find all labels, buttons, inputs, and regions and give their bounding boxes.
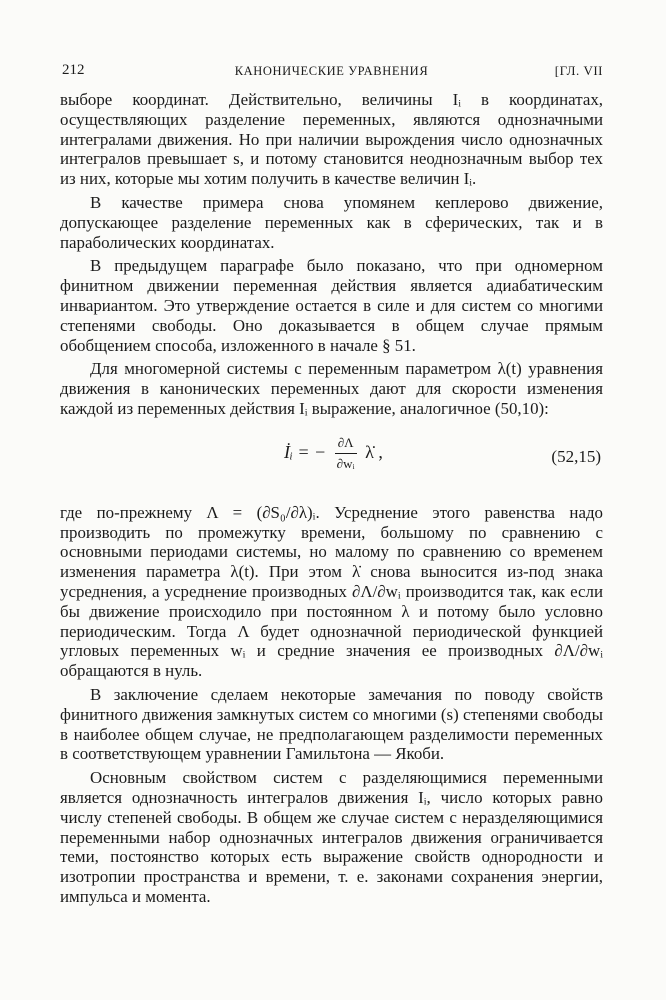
running-title: КАНОНИЧЕСКИЕ УРАВНЕНИЯ xyxy=(234,64,429,78)
paragraph: Для многомерной системы с переменным параметром λ(t) уравнения движения в канонических переменных дают для скорости изменения каждой из переменных действия Iᵢ выражение, аналогичное (50,10): xyxy=(60,359,603,418)
paragraph: В качестве примера снова упомянем кеплерово движение, допускающее разделение переменных как в сферических, так и в параболических координатах. xyxy=(60,192,603,252)
fraction-denominator: ∂wᵢ xyxy=(336,455,355,471)
paragraph: Основным свойством систем с разделяющимися переменными является однозначность интегралов движения Iᵢ, число которых равно числу степеней свободы. В общем же случае систем с неразделяющимися переменными набор однозначных интегралов движения ограничивается теми, постоянство которых есть выражение свойств однородности и изотропии пространства и времени, т. е. законами сохранения энергии, импульса и момента. xyxy=(60,768,603,906)
equation-rhs: λ̇ , xyxy=(365,442,383,463)
equation-52-15 xyxy=(60,429,603,491)
paragraph: В предыдущем параграфе было показано, что при одномерном финитном движении переменная действия является адиабатическим инвариантом. Это утверждение остается в силе и для систем со многими степенями свободы. Оно доказывается в общем случае прямым обобщением способа, изложенного в начале § 51. xyxy=(60,256,603,355)
paragraph: где по-прежнему Λ = (∂S₀/∂λ)ᵢ. Усреднение этого равенства надо производить по промежутку времени, большому по сравнению с основными периодами системы, но малому по сравнению со временем изменения параметра λ(t). При этом λ̇ снова выносится из-под знака усреднения, а усреднение производных ∂Λ/∂wᵢ производится так, как если бы движение происходило при постоянном λ и потому было условно периодическим. Тогда Λ будет однозначной периодической функцией угловых переменных wᵢ и средние значения ее производных ∂Λ/∂wᵢ обращаются в нуль. xyxy=(60,502,603,681)
equation-number: (52,15) xyxy=(551,446,601,466)
paragraph: выборе координат. Действительно, величины Iᵢ в координатах, осуществляющих разделение переменных, являются однозначными интегралами движения. Но при наличии вырождения число однозначных интегралов превышает s, и потому становится неоднозначным выбор тех из них, которые мы хотим получить в качестве величин Iᵢ. xyxy=(60,90,603,189)
fraction-numerator: ∂Λ xyxy=(335,433,357,454)
page-number: 212 xyxy=(62,62,85,78)
page-header xyxy=(60,56,603,90)
equation-body xyxy=(284,433,383,474)
book-page xyxy=(60,56,603,911)
equation-lhs: İᵢ = − xyxy=(284,442,327,463)
paragraph: В заключение сделаем некоторые замечания по поводу свойств финитного движения замкнутых систем со многими (s) степенями свободы в наиболее общем случае, не предполагающем разделимости переменных в соответствующем уравнении Гамильтона — Якоби. xyxy=(60,684,603,764)
chapter-label: [ГЛ. VII xyxy=(554,63,603,78)
equation-fraction xyxy=(335,433,357,474)
page-body xyxy=(60,90,603,907)
